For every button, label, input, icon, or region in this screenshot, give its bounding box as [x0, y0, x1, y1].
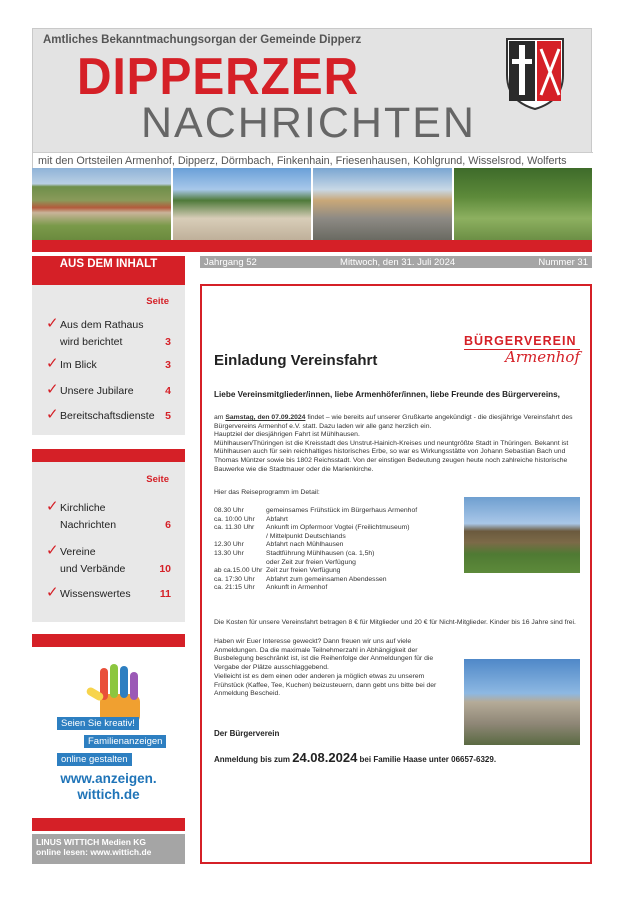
- painted-hand-icon: [78, 664, 160, 724]
- toc-item[interactable]: ✓ Kirchliche Nachrichten 6: [46, 500, 171, 534]
- programm-row: ca. 21:15 Uhr Ankunft in Armenhof: [214, 584, 328, 592]
- toc-item[interactable]: ✓ Im Blick 3: [46, 355, 171, 372]
- toc-group-1: [32, 285, 185, 435]
- programm-list: [214, 507, 459, 593]
- toc-item[interactable]: ✓ Bereitschaftsdienste 5: [46, 406, 171, 423]
- ad-url-line1[interactable]: www.anzeigen.: [60, 771, 157, 786]
- title-nachrichten: NACHRICHTEN: [141, 99, 476, 147]
- sidebar-heading: AUS DEM INHALT: [32, 256, 185, 272]
- toc-page: 11: [159, 588, 171, 600]
- sidebar-red-bar: [32, 818, 185, 831]
- seite-label: Seite: [146, 474, 169, 485]
- photo-village-square: [173, 168, 312, 240]
- issue-number: Nummer 31: [538, 256, 588, 268]
- programm-row: 13.30 Uhr Stadtführung Mühlhausen (ca. 1,5h): [214, 549, 375, 557]
- article-signature: Der Bürgerverein: [214, 729, 280, 738]
- toc-page: 4: [165, 385, 171, 397]
- photo-muehlhausen-gate: [464, 659, 580, 745]
- programm-row: ca. 10:00 Uhr Abfahrt: [214, 515, 288, 523]
- sidebar-red-bar: [32, 449, 185, 462]
- issue-jahrgang: Jahrgang 52: [204, 256, 257, 268]
- ad-url-line2[interactable]: wittich.de: [77, 787, 140, 802]
- ad-tag-familienanzeigen: Familienanzeigen: [84, 735, 166, 748]
- masthead-tagline: Amtliches Bekanntmachungsorgan der Gemeinde Dipperz: [43, 34, 362, 46]
- toc-page: 5: [165, 410, 171, 422]
- toc-page: 6: [165, 519, 171, 531]
- coat-of-arms-icon: [503, 35, 567, 111]
- programm-row: 12.30 Uhr Abfahrt nach Mühlhausen: [214, 541, 344, 549]
- issue-info-bar: [200, 256, 592, 268]
- programm-row: ca. 11.30 Uhr Ankunft im Opfermoor Vogtei (Freilichtmuseum): [214, 524, 410, 532]
- publisher-name: LINUS WITTICH Medien KG: [36, 837, 147, 847]
- article-greeting: Liebe Vereinsmitglieder/innen, liebe Armenhöfer/innen, liebe Freunde des Bürgervereins,: [214, 390, 560, 399]
- article-paragraph-4: Vielleicht ist es dem einen oder anderen ja möglich etwas zu unserem Frühstück (Kaffee, Tee, Kuchen) beizusteuern, dann gebt uns bitte bei der Anmeldung Bescheid.: [214, 673, 437, 698]
- checkmark-icon: ✓: [46, 406, 59, 423]
- event-date: Samstag, den 07.09.2024: [225, 414, 306, 421]
- title-dipperzer: DIPPERZER: [77, 48, 360, 106]
- sidebar-red-bar: [32, 272, 185, 285]
- registration-deadline: Anmeldung bis zum 24.08.2024 bei Familie Haase unter 06657-6329.: [214, 750, 497, 765]
- toc-item[interactable]: ✓ Wissenswertes 11: [46, 584, 171, 601]
- photo-strip: [32, 168, 592, 240]
- sidebar-red-bar: [32, 634, 185, 647]
- photo-fountain: [313, 168, 452, 240]
- online-read-link[interactable]: online lesen: www.wittich.de: [36, 847, 152, 857]
- toc-item[interactable]: ✓ Vereine und Verbände 10: [46, 544, 171, 578]
- programm-row: ca. 17:30 Uhr Abfahrt zum gemeinsamen Abendessen: [214, 575, 387, 583]
- programm-row: / Mittelpunkt Deutschlands: [266, 532, 346, 540]
- article-paragraph-1: am Samstag, den 07.09.2024 findet – wie bereits auf unserer Grußkarte angekündigt - die diesjährige Vereinsfahrt des Bürgervereins Armenhof e.V. statt. Dazu laden wir alle ganz herzlich ein. Hauptziel der diesjährigen Fahrt ist Mühlhausen. Mühlhausen/Thüringen ist die Kreisstadt des Unstrut-Hainich-Kreises und neuntgrößte Stadt in Thüringen. Bekannt ist Mühlhausen auch für sein reichhaltiges historisches Erbe, so war es Wirkungsstätte von Johann Sebastian Bach und Thomas Müntzer sowie bis 1802 Reichsstadt. Von der einstigen Bedeutung zeugen heute noch zahlreiche historische Bauwerke wie die Stadtmauer oder die Marienkirche.: [214, 414, 573, 473]
- logo-bottom-text: Armenhof: [504, 348, 580, 366]
- checkmark-icon: ✓: [46, 381, 59, 398]
- masthead-subline: mit den Ortsteilen Armenhof, Dipperz, Dörmbach, Finkenhain, Friesenhausen, Kohlgrund, Wisselsrod, Wolferts: [33, 152, 593, 169]
- toc-page: 3: [165, 336, 171, 348]
- checkmark-icon: ✓: [46, 584, 59, 601]
- programm-row: ab ca.15.00 Uhr Zeit zur freien Verfügung: [214, 567, 341, 575]
- programm-row: oder Zeit zur freien Verfügung: [266, 558, 356, 566]
- article-box: [200, 284, 592, 864]
- seite-label: Seite: [146, 296, 169, 307]
- checkmark-icon: ✓: [46, 315, 59, 332]
- toc-group-2: [32, 462, 185, 622]
- photo-stream: [454, 168, 593, 240]
- photo-thatched-huts: [464, 497, 580, 573]
- ad-tag-kreativ: Seien Sie kreativ!: [57, 717, 139, 730]
- issue-date: Mittwoch, den 31. Juli 2024: [340, 256, 456, 268]
- registration-date: 24.08.2024: [292, 750, 358, 765]
- article-paragraph-3: Haben wir Euer Interesse geweckt? Dann freuen wir uns auf viele Anmeldungen. Da die maximale Teilnehmerzahl in Abhängigkeit der Busbelegung beschränkt ist, ist die Reihenfolge der Anmeldungen für die Vergabe der Plätze ausschlaggebend.: [214, 638, 434, 671]
- red-divider: [32, 240, 592, 252]
- article-costs: Die Kosten für unsere Vereinsfahrt betragen 8 € für Mitglieder und 20 € für Nicht-Mitglieder. Kinder bis 16 Jahre sind frei.: [214, 619, 576, 626]
- article-title: Einladung Vereinsfahrt: [214, 352, 378, 369]
- checkmark-icon: ✓: [46, 498, 59, 515]
- publisher-footer: [32, 834, 185, 864]
- ad-tag-online: online gestalten: [57, 753, 132, 766]
- masthead: [32, 28, 592, 168]
- buergerverein-logo: [464, 334, 582, 368]
- toc-item[interactable]: ✓ Aus dem Rathaus wird berichtet 3: [46, 317, 171, 351]
- checkmark-icon: ✓: [46, 542, 59, 559]
- photo-village-panorama: [32, 168, 171, 240]
- toc-item[interactable]: ✓ Unsere Jubilare 4: [46, 381, 171, 398]
- toc-page: 10: [159, 563, 171, 575]
- programm-intro: Hier das Reiseprogramm im Detail:: [214, 489, 320, 496]
- programm-row: 08.30 Uhr gemeinsames Frühstück im Bürgerhaus Armenhof: [214, 507, 418, 514]
- checkmark-icon: ✓: [46, 355, 59, 372]
- logo-top-text: BÜRGERVEREIN: [464, 334, 577, 348]
- toc-page: 3: [165, 359, 171, 371]
